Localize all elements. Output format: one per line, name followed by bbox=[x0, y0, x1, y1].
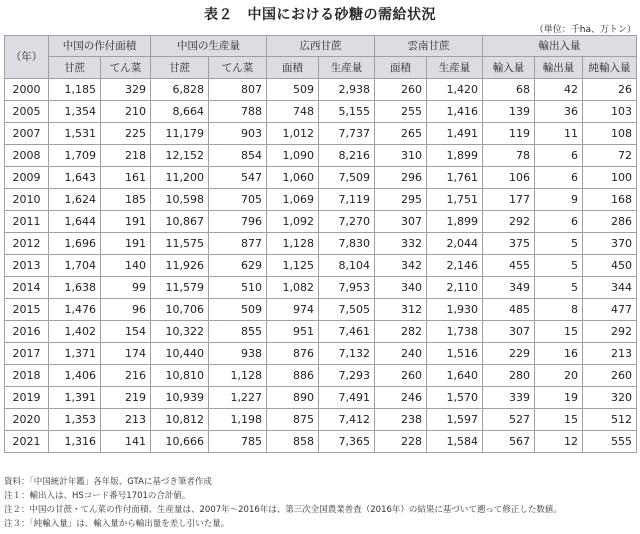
value-cell: 1,416 bbox=[427, 101, 483, 123]
table-row bbox=[5, 211, 637, 233]
value-cell: 7,509 bbox=[319, 167, 375, 189]
value-cell: 1,406 bbox=[49, 365, 101, 387]
value-cell: 1,930 bbox=[427, 299, 483, 321]
value-cell: 15 bbox=[535, 409, 583, 431]
value-cell: 567 bbox=[483, 431, 535, 453]
sub-header-beet-production: てん菜 bbox=[209, 57, 267, 79]
value-cell: 1,531 bbox=[49, 123, 101, 145]
value-cell: 174 bbox=[101, 343, 151, 365]
value-cell: 286 bbox=[583, 211, 637, 233]
table-row bbox=[5, 343, 637, 365]
value-cell: 1,185 bbox=[49, 79, 101, 101]
value-cell: 295 bbox=[375, 189, 427, 211]
year-cell: 2014 bbox=[5, 277, 49, 299]
value-cell: 10,666 bbox=[151, 431, 209, 453]
value-cell: 108 bbox=[583, 123, 637, 145]
value-cell: 796 bbox=[209, 211, 267, 233]
value-cell: 1,640 bbox=[427, 365, 483, 387]
value-cell: 342 bbox=[375, 255, 427, 277]
value-cell: 854 bbox=[209, 145, 267, 167]
value-cell: 1,696 bbox=[49, 233, 101, 255]
sub-header-guangxi-production: 生産量 bbox=[319, 57, 375, 79]
value-cell: 11,926 bbox=[151, 255, 209, 277]
value-cell: 339 bbox=[483, 387, 535, 409]
value-cell: 12 bbox=[535, 431, 583, 453]
value-cell: 1,125 bbox=[267, 255, 319, 277]
year-cell: 2011 bbox=[5, 211, 49, 233]
value-cell: 140 bbox=[101, 255, 151, 277]
value-cell: 1,597 bbox=[427, 409, 483, 431]
value-cell: 218 bbox=[101, 145, 151, 167]
value-cell: 1,316 bbox=[49, 431, 101, 453]
value-cell: 5 bbox=[535, 277, 583, 299]
value-cell: 6 bbox=[535, 211, 583, 233]
value-cell: 11,179 bbox=[151, 123, 209, 145]
year-cell: 2020 bbox=[5, 409, 49, 431]
value-cell: 16 bbox=[535, 343, 583, 365]
year-header: （年） bbox=[5, 36, 49, 79]
year-cell: 2012 bbox=[5, 233, 49, 255]
value-cell: 858 bbox=[267, 431, 319, 453]
value-cell: 191 bbox=[101, 233, 151, 255]
value-cell: 161 bbox=[101, 167, 151, 189]
value-cell: 119 bbox=[483, 123, 535, 145]
value-cell: 1,069 bbox=[267, 189, 319, 211]
value-cell: 8 bbox=[535, 299, 583, 321]
table-row bbox=[5, 321, 637, 343]
footnote-line: 注１：輸出入は、HSコード番号1701の合計値。 bbox=[4, 491, 191, 501]
sub-header-exports: 輸出量 bbox=[535, 57, 583, 79]
year-cell: 2010 bbox=[5, 189, 49, 211]
value-cell: 1,751 bbox=[427, 189, 483, 211]
value-cell: 26 bbox=[583, 79, 637, 101]
year-cell: 2005 bbox=[5, 101, 49, 123]
table-body bbox=[5, 79, 637, 453]
year-cell: 2000 bbox=[5, 79, 49, 101]
value-cell: 1,402 bbox=[49, 321, 101, 343]
value-cell: 5,155 bbox=[319, 101, 375, 123]
table-row bbox=[5, 277, 637, 299]
sub-header-cane-production: 甘蔗 bbox=[151, 57, 209, 79]
value-cell: 2,146 bbox=[427, 255, 483, 277]
value-cell: 1,082 bbox=[267, 277, 319, 299]
value-cell: 10,598 bbox=[151, 189, 209, 211]
value-cell: 855 bbox=[209, 321, 267, 343]
value-cell: 512 bbox=[583, 409, 637, 431]
year-cell: 2008 bbox=[5, 145, 49, 167]
value-cell: 1,128 bbox=[267, 233, 319, 255]
value-cell: 329 bbox=[101, 79, 151, 101]
value-cell: 875 bbox=[267, 409, 319, 431]
value-cell: 785 bbox=[209, 431, 267, 453]
value-cell: 238 bbox=[375, 409, 427, 431]
value-cell: 246 bbox=[375, 387, 427, 409]
value-cell: 1,420 bbox=[427, 79, 483, 101]
sub-header-yunnan-production: 生産量 bbox=[427, 57, 483, 79]
value-cell: 7,737 bbox=[319, 123, 375, 145]
value-cell: 292 bbox=[583, 321, 637, 343]
value-cell: 1,090 bbox=[267, 145, 319, 167]
value-cell: 1,584 bbox=[427, 431, 483, 453]
value-cell: 106 bbox=[483, 167, 535, 189]
year-cell: 2018 bbox=[5, 365, 49, 387]
value-cell: 555 bbox=[583, 431, 637, 453]
year-cell: 2016 bbox=[5, 321, 49, 343]
value-cell: 1,643 bbox=[49, 167, 101, 189]
value-cell: 103 bbox=[583, 101, 637, 123]
value-cell: 7,491 bbox=[319, 387, 375, 409]
value-cell: 7,461 bbox=[319, 321, 375, 343]
value-cell: 450 bbox=[583, 255, 637, 277]
value-cell: 455 bbox=[483, 255, 535, 277]
value-cell: 1,709 bbox=[49, 145, 101, 167]
value-cell: 938 bbox=[209, 343, 267, 365]
value-cell: 210 bbox=[101, 101, 151, 123]
value-cell: 1,198 bbox=[209, 409, 267, 431]
value-cell: 951 bbox=[267, 321, 319, 343]
value-cell: 15 bbox=[535, 321, 583, 343]
value-cell: 229 bbox=[483, 343, 535, 365]
table-row bbox=[5, 431, 637, 453]
value-cell: 216 bbox=[101, 365, 151, 387]
unit-label: （単位：千ha、万トン） bbox=[534, 25, 636, 35]
sub-header-yunnan-area: 面積 bbox=[375, 57, 427, 79]
value-cell: 7,953 bbox=[319, 277, 375, 299]
sub-header-guangxi-area: 面積 bbox=[267, 57, 319, 79]
value-cell: 307 bbox=[483, 321, 535, 343]
value-cell: 7,412 bbox=[319, 409, 375, 431]
table-title: 表２ 中国における砂糖の需給状況 bbox=[204, 7, 436, 23]
year-cell: 2013 bbox=[5, 255, 49, 277]
value-cell: 1,227 bbox=[209, 387, 267, 409]
table-row bbox=[5, 79, 637, 101]
value-cell: 1,638 bbox=[49, 277, 101, 299]
value-cell: 68 bbox=[483, 79, 535, 101]
value-cell: 72 bbox=[583, 145, 637, 167]
value-cell: 877 bbox=[209, 233, 267, 255]
value-cell: 477 bbox=[583, 299, 637, 321]
value-cell: 344 bbox=[583, 277, 637, 299]
value-cell: 307 bbox=[375, 211, 427, 233]
value-cell: 7,365 bbox=[319, 431, 375, 453]
value-cell: 886 bbox=[267, 365, 319, 387]
value-cell: 312 bbox=[375, 299, 427, 321]
value-cell: 20 bbox=[535, 365, 583, 387]
table-row bbox=[5, 123, 637, 145]
value-cell: 11,200 bbox=[151, 167, 209, 189]
value-cell: 154 bbox=[101, 321, 151, 343]
group-header-guangxi-cane: 広西甘蔗 bbox=[267, 36, 375, 57]
value-cell: 19 bbox=[535, 387, 583, 409]
table-row bbox=[5, 189, 637, 211]
value-cell: 6 bbox=[535, 167, 583, 189]
value-cell: 228 bbox=[375, 431, 427, 453]
value-cell: 1,516 bbox=[427, 343, 483, 365]
value-cell: 10,810 bbox=[151, 365, 209, 387]
footnote-line: 注３：「純輸入量」は、輸入量から輸出量を差し引いた量。 bbox=[4, 519, 230, 529]
value-cell: 282 bbox=[375, 321, 427, 343]
value-cell: 1,624 bbox=[49, 189, 101, 211]
table-row bbox=[5, 255, 637, 277]
value-cell: 10,939 bbox=[151, 387, 209, 409]
value-cell: 332 bbox=[375, 233, 427, 255]
value-cell: 527 bbox=[483, 409, 535, 431]
value-cell: 485 bbox=[483, 299, 535, 321]
sub-header-net-imports: 純輸入量 bbox=[583, 57, 637, 79]
value-cell: 260 bbox=[375, 365, 427, 387]
table-row bbox=[5, 409, 637, 431]
value-cell: 292 bbox=[483, 211, 535, 233]
year-cell: 2009 bbox=[5, 167, 49, 189]
table-row bbox=[5, 233, 637, 255]
group-header-production: 中国の生産量 bbox=[151, 36, 267, 57]
value-cell: 510 bbox=[209, 277, 267, 299]
value-cell: 310 bbox=[375, 145, 427, 167]
value-cell: 1,391 bbox=[49, 387, 101, 409]
value-cell: 1,092 bbox=[267, 211, 319, 233]
value-cell: 36 bbox=[535, 101, 583, 123]
value-cell: 9 bbox=[535, 189, 583, 211]
value-cell: 7,132 bbox=[319, 343, 375, 365]
table-row bbox=[5, 167, 637, 189]
value-cell: 11,579 bbox=[151, 277, 209, 299]
value-cell: 8,664 bbox=[151, 101, 209, 123]
value-cell: 509 bbox=[267, 79, 319, 101]
footnote-line: 資料：「中国統計年鑑」各年版、GTAに基づき筆者作成 bbox=[4, 477, 212, 487]
value-cell: 78 bbox=[483, 145, 535, 167]
value-cell: 890 bbox=[267, 387, 319, 409]
group-header-trade: 輸出入量 bbox=[483, 36, 637, 57]
value-cell: 7,830 bbox=[319, 233, 375, 255]
value-cell: 7,505 bbox=[319, 299, 375, 321]
table-row bbox=[5, 101, 637, 123]
value-cell: 7,293 bbox=[319, 365, 375, 387]
value-cell: 7,270 bbox=[319, 211, 375, 233]
value-cell: 42 bbox=[535, 79, 583, 101]
value-cell: 185 bbox=[101, 189, 151, 211]
value-cell: 349 bbox=[483, 277, 535, 299]
value-cell: 213 bbox=[583, 343, 637, 365]
value-cell: 10,322 bbox=[151, 321, 209, 343]
value-cell: 255 bbox=[375, 101, 427, 123]
value-cell: 1,491 bbox=[427, 123, 483, 145]
table-row bbox=[5, 145, 637, 167]
value-cell: 10,440 bbox=[151, 343, 209, 365]
value-cell: 225 bbox=[101, 123, 151, 145]
value-cell: 1,060 bbox=[267, 167, 319, 189]
value-cell: 1,644 bbox=[49, 211, 101, 233]
value-cell: 265 bbox=[375, 123, 427, 145]
value-cell: 1,899 bbox=[427, 145, 483, 167]
value-cell: 100 bbox=[583, 167, 637, 189]
group-header-planted-area: 中国の作付面積 bbox=[49, 36, 151, 57]
table-row bbox=[5, 365, 637, 387]
table-row bbox=[5, 299, 637, 321]
value-cell: 240 bbox=[375, 343, 427, 365]
value-cell: 5 bbox=[535, 233, 583, 255]
value-cell: 1,012 bbox=[267, 123, 319, 145]
value-cell: 12,152 bbox=[151, 145, 209, 167]
value-cell: 260 bbox=[375, 79, 427, 101]
footnote-line: 注２：中国の甘蔗・てん菜の作付面積、生産量は、2007年～2016年は、第三次全国農業普査（2016年）の結果に基づいて遡って修正した数値。 bbox=[4, 505, 562, 515]
value-cell: 807 bbox=[209, 79, 267, 101]
value-cell: 99 bbox=[101, 277, 151, 299]
value-cell: 260 bbox=[583, 365, 637, 387]
value-cell: 974 bbox=[267, 299, 319, 321]
sub-header-cane-area: 甘蔗 bbox=[49, 57, 101, 79]
value-cell: 1,704 bbox=[49, 255, 101, 277]
sub-header-beet-area: てん菜 bbox=[101, 57, 151, 79]
group-header-yunnan-cane: 雲南甘蔗 bbox=[375, 36, 483, 57]
value-cell: 219 bbox=[101, 387, 151, 409]
value-cell: 11,575 bbox=[151, 233, 209, 255]
value-cell: 320 bbox=[583, 387, 637, 409]
year-cell: 2021 bbox=[5, 431, 49, 453]
value-cell: 370 bbox=[583, 233, 637, 255]
value-cell: 1,570 bbox=[427, 387, 483, 409]
value-cell: 141 bbox=[101, 431, 151, 453]
table-header bbox=[5, 36, 637, 79]
value-cell: 5 bbox=[535, 255, 583, 277]
value-cell: 6 bbox=[535, 145, 583, 167]
value-cell: 1,899 bbox=[427, 211, 483, 233]
value-cell: 1,354 bbox=[49, 101, 101, 123]
value-cell: 788 bbox=[209, 101, 267, 123]
sub-header-imports: 輸入量 bbox=[483, 57, 535, 79]
value-cell: 96 bbox=[101, 299, 151, 321]
value-cell: 296 bbox=[375, 167, 427, 189]
value-cell: 547 bbox=[209, 167, 267, 189]
value-cell: 1,353 bbox=[49, 409, 101, 431]
value-cell: 11 bbox=[535, 123, 583, 145]
value-cell: 177 bbox=[483, 189, 535, 211]
value-cell: 903 bbox=[209, 123, 267, 145]
value-cell: 876 bbox=[267, 343, 319, 365]
value-cell: 2,044 bbox=[427, 233, 483, 255]
value-cell: 139 bbox=[483, 101, 535, 123]
year-cell: 2015 bbox=[5, 299, 49, 321]
value-cell: 8,104 bbox=[319, 255, 375, 277]
value-cell: 509 bbox=[209, 299, 267, 321]
table-row bbox=[5, 387, 637, 409]
value-cell: 1,476 bbox=[49, 299, 101, 321]
value-cell: 6,828 bbox=[151, 79, 209, 101]
sugar-supply-demand-table bbox=[4, 35, 637, 453]
value-cell: 10,867 bbox=[151, 211, 209, 233]
value-cell: 629 bbox=[209, 255, 267, 277]
value-cell: 748 bbox=[267, 101, 319, 123]
value-cell: 1,128 bbox=[209, 365, 267, 387]
value-cell: 7,119 bbox=[319, 189, 375, 211]
value-cell: 1,738 bbox=[427, 321, 483, 343]
value-cell: 280 bbox=[483, 365, 535, 387]
value-cell: 705 bbox=[209, 189, 267, 211]
value-cell: 10,812 bbox=[151, 409, 209, 431]
year-cell: 2017 bbox=[5, 343, 49, 365]
value-cell: 375 bbox=[483, 233, 535, 255]
year-cell: 2019 bbox=[5, 387, 49, 409]
value-cell: 1,371 bbox=[49, 343, 101, 365]
value-cell: 2,110 bbox=[427, 277, 483, 299]
value-cell: 8,216 bbox=[319, 145, 375, 167]
value-cell: 168 bbox=[583, 189, 637, 211]
year-cell: 2007 bbox=[5, 123, 49, 145]
value-cell: 10,706 bbox=[151, 299, 209, 321]
value-cell: 2,938 bbox=[319, 79, 375, 101]
value-cell: 213 bbox=[101, 409, 151, 431]
value-cell: 340 bbox=[375, 277, 427, 299]
footnotes bbox=[4, 475, 636, 531]
value-cell: 1,761 bbox=[427, 167, 483, 189]
value-cell: 191 bbox=[101, 211, 151, 233]
